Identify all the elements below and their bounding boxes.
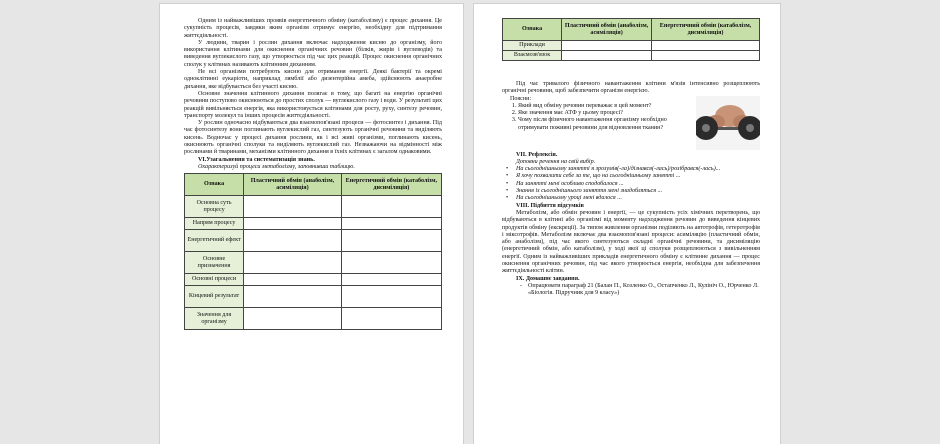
row-label: Основні процеси: [185, 274, 244, 286]
table-row: [185, 196, 442, 218]
reflection-task: Доповни речення на свій вибір.: [516, 158, 596, 165]
task-text: Охарактеризуй процеси метаболізму, заповнивши таблицю.: [198, 163, 355, 170]
row-label: Взаємозв'язок: [503, 51, 562, 61]
table-row: [185, 286, 442, 308]
table-row: [185, 308, 442, 330]
row-label: Приклади: [503, 41, 562, 51]
table-cell[interactable]: [244, 252, 342, 274]
table-cell[interactable]: [652, 51, 760, 61]
table-cell[interactable]: [244, 308, 342, 330]
reflection-item: • На сьогоднішньому уроці мені вдалося ...: [516, 195, 760, 202]
table-cell[interactable]: [562, 41, 652, 51]
column-header: Пластичний обмін (анаболізм, асиміляція): [562, 19, 652, 41]
table-row: [185, 274, 442, 286]
column-header: Енергетичний обмін (катаболізм, дисиміляція): [341, 174, 441, 196]
page-1-content: [184, 18, 442, 330]
exercise-text: Під час тривалого фізичного навантаження клітини м'язів інтенсивно розщеплюють органічні речовини, щоб забезпечити організм енергією.: [502, 81, 760, 95]
table-cell[interactable]: [341, 308, 441, 330]
question-item: 1. Який вид обміну речовин переважає в цей момент?: [518, 103, 690, 110]
dumbbell-lifting-photo: [696, 96, 760, 150]
table-cell[interactable]: [341, 218, 441, 230]
row-label: Кінцевий результат: [185, 286, 244, 308]
table-cell[interactable]: [244, 196, 342, 218]
page-2-content: [502, 18, 760, 298]
row-label: Основне призначення: [185, 252, 244, 274]
table-cell[interactable]: [244, 230, 342, 252]
row-label: Основна суть процесу: [185, 196, 244, 218]
table-row: [185, 218, 442, 230]
table-row: [503, 51, 760, 61]
summary-text: Метаболізм, або обмін речовин і енергії, — це сукупність усіх хімічних перетворень, що відбуваються в клітині або організмі від моменту надходження речовин до виведення кінцевих продуктів обміну (екскреції). За типом живлення організми поділяють на автотрофів, гетеротрофів і міксотрофів. Метаболізм включає два взаємопов'язані процеси: асиміляцію (пластичний обмін, або анаболізм), під час якого синтезуються складні органічні речовини, та дисиміляцію (енергетичний обмін, або катаболізм), у ході якої ці сполуки розщеплюються з вивільненням енергії. Одним із найважливіших прикладів енергетичного обміну є клітинне дихання — процес окиснення органічних речовин, під час якого утворюється енергія, необхідна для забезпечення життєдіяльності клітин.: [502, 209, 760, 275]
table-header-row: [185, 174, 442, 196]
metabolism-table-continued: [502, 18, 760, 61]
table-cell[interactable]: [244, 274, 342, 286]
question-item: 2. Яке значення має АТФ у цьому процесі?: [518, 110, 690, 117]
reflection-item: • На занятті мені особливо сподобалося ...: [516, 181, 760, 188]
paragraph: Основне значення клітинного дихання полягає в тому, що багаті на енергію органічні речовини поступово окиснюються до простих сполук — вуглекислого газу і води. У результаті цих реакцій вивільняється енергія, яка використовується клітинами для росту, руху, синтезу речовин, транспорту молекул та інших процесів життєдіяльності.: [184, 90, 442, 119]
table-cell[interactable]: [341, 286, 441, 308]
table-row: [503, 41, 760, 51]
column-header: Ознака: [185, 174, 244, 196]
reflection-item: • На сьогоднішньому занятті я зрозумів(-ла)/дізнався(-лась)/розібрався(-лась)...: [516, 166, 760, 173]
homework-list: [502, 283, 760, 298]
table-cell[interactable]: [341, 274, 441, 286]
table-cell[interactable]: [244, 286, 342, 308]
table-cell[interactable]: [562, 51, 652, 61]
summary-heading: VIII. Підбиття підсумків: [516, 202, 584, 209]
reflection-item: • Я хочу похвалити себе за те, що на сьогоднішньому занятті ...: [516, 173, 760, 180]
column-header: Енергетичний обмін (катаболізм, дисиміляція): [652, 19, 760, 41]
homework-heading: IX. Домашнє завдання.: [516, 275, 580, 282]
table-cell[interactable]: [652, 41, 760, 51]
paragraph: Одним із найважливіших проявів енергетичного обміну (катаболізму) є процес дихання. Це сукупність процесів, завдяки яким організм отримує енергію, необхідну для підтримання життєдіяльності.: [184, 18, 442, 39]
paragraph: Не всі організми потребують кисню для отримання енергії. Деякі бактерії та окремі одноклітинні еукаріоти, наприклад лямблії або дизентерійна амеба, здійснюють анаеробне дихання, яке відбувається без участі кисню.: [184, 69, 442, 90]
metabolism-table: [184, 173, 442, 330]
paragraph: У рослин одночасно відбуваються два взаємопов'язані процеси — фотосинтез і дихання. Під час фотосинтезу вони поглинають вуглекислий газ, синтезують органічні речовини та виділяють кисень. Водночас у процесі дихання рослини, як і всі живі організми, поглинають кисень, окиснюють органічні сполуки та виділяють вуглекислий газ. Незважаючи на відмінності між рослинами й тваринами, механізми клітинного дихання в їхніх клітинах є загалом однаковими.: [184, 120, 442, 156]
questions-list: [506, 103, 690, 132]
table-header-row: [503, 19, 760, 41]
table-cell[interactable]: [341, 252, 441, 274]
column-header: Пластичний обмін (анаболізм, асиміляція): [244, 174, 342, 196]
explain-label: Поясни:: [510, 95, 532, 102]
table-cell[interactable]: [341, 230, 441, 252]
row-label: Напрям процесу: [185, 218, 244, 230]
table-cell[interactable]: [244, 218, 342, 230]
homework-item: - Опрацювати параграф 21 (Балан П., Козленко О., Остапченко Л., Кулініч О., Юрченко Л. «Біологія. Підручник для 9 класу»): [528, 283, 760, 298]
reflection-heading: VII. Рефлексія.: [516, 151, 558, 158]
table-row: [185, 230, 442, 252]
row-label: Енергетичний ефект: [185, 230, 244, 252]
row-label: Значення для організму: [185, 308, 244, 330]
document-page-2: [474, 4, 780, 444]
paragraph: У людини, тварин і рослин дихання включає надходження кисню до організму, його використання клітинами для окиснення органічних речовин (білків, жирів і вуглеводів) та виведення вуглекислого газу, що утворюється під час цих реакцій. Процес окиснення органічних сполук у клітинах називають клітинним диханням.: [184, 39, 442, 68]
table-cell[interactable]: [341, 196, 441, 218]
document-page-1: [160, 4, 463, 444]
table-row: [185, 252, 442, 274]
question-item: 3. Чому після фізичного навантаження організму необхідно отримувати поживні речовини для відновлення тканин?: [518, 117, 690, 132]
section-heading: VI.Узагальнення та систематизація знань.: [198, 156, 315, 163]
reflection-list: [502, 166, 760, 202]
reflection-item: • Знання із сьогоднішнього заняття мені знадобляться ...: [516, 188, 760, 195]
column-header: Ознака: [503, 19, 562, 41]
